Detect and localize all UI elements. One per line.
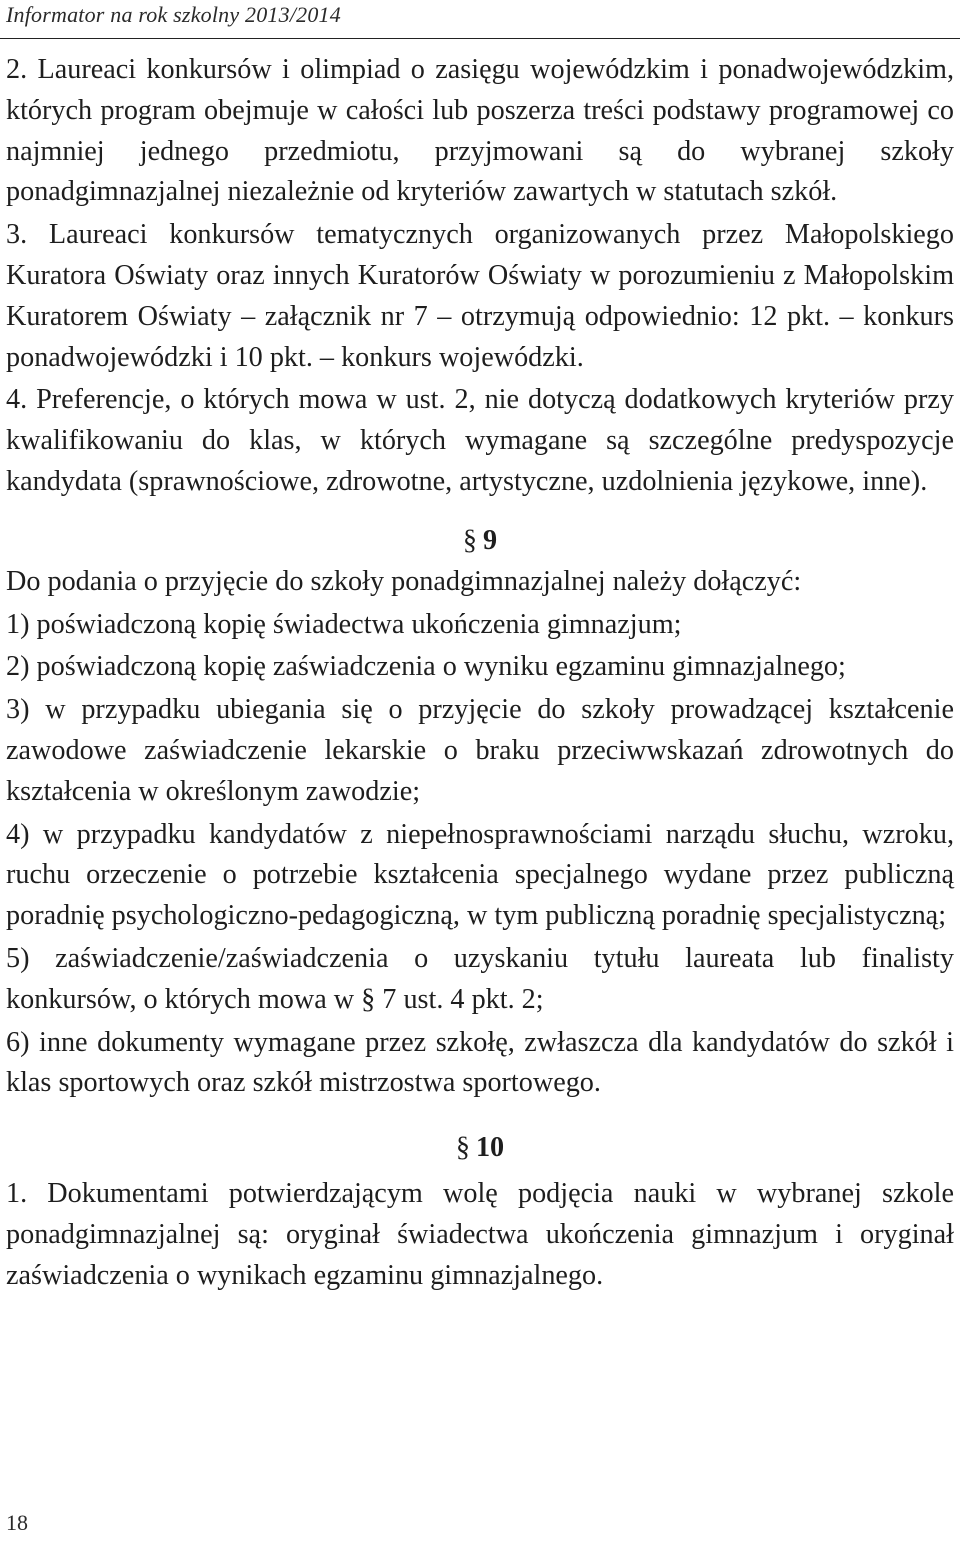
header-rule	[0, 38, 960, 39]
section-number: 9	[483, 524, 498, 556]
list-item-5: 5) zaświadczenie/zaświadczenia o uzyskaniu tytułu laureata lub finalisty konkursów, o których mowa w § 7 ust. 4 pkt. 2;	[6, 942, 954, 1015]
section-number: 10	[475, 1132, 505, 1164]
paragraph-4: 4. Preferencje, o których mowa w ust. 2, nie dotyczą dodatkowych kryteriów przy kwalifikowaniu do klas, w których wymagane są szczególne predyspozycje kandydata (sprawnościowe, zdrowotne, artystyczne, uzdolnienia językowe, inne).	[6, 384, 954, 497]
section-9-intro: Do podania o przyjęcie do szkoły ponadgimnazjalnej należy dołączyć:	[6, 565, 802, 597]
page-body	[6, 44, 954, 1297]
list-item-3: 3) w przypadku ubiegania się o przyjęcie do szkoły prowadzącej kształcenie zawodowe zaświadczenie lekarskie o braku przeciwwskazań zdrowotnych do kształcenia w określonym zawodzie;	[6, 694, 954, 807]
section-symbol: §	[462, 524, 477, 556]
list-item-6: 6) inne dokumenty wymagane przez szkołę, zwłaszcza dla kandydatów do szkół i klas sportowych oraz szkół mistrzostwa sportowego.	[6, 1026, 954, 1099]
section-9-heading	[6, 521, 954, 561]
section-10-heading	[6, 1128, 954, 1168]
list-item-4: 4) w przypadku kandydatów z niepełnosprawnościami narządu słuchu, wzroku, ruchu orzeczenie o potrzebie kształcenia specjalnego wydane przez publiczną poradnię psychologiczno-pedagogiczną, w tym publiczną poradnię specjalistyczną;	[6, 818, 954, 932]
list-item-2: 2) poświadczoną kopię zaświadczenia o wyniku egzaminu gimnazjalnego;	[6, 651, 846, 683]
paragraph-2: 2. Laureaci konkursów i olimpiad o zasięgu wojewódzkim i ponadwojewódzkim, których program obejmuje w całości lub poszerza treści podstawy programowej co najmniej jednego przedmiotu, przyjmowani są do wybranej szkoły ponadgimnazjalnej niezależnie od kryteriów zawartych w statutach szkół.	[6, 54, 954, 208]
section-10-item-1: 1. Dokumentami potwierdzającym wolę podjęcia nauki w wybranej szkole ponadgimnazjalnej są: oryginał świadectwa ukończenia gimnazjum i oryginał zaświadczenia o wynikach egzaminu gimnazjalnego.	[6, 1178, 954, 1291]
page-number: 18	[6, 1510, 28, 1535]
section-symbol: §	[455, 1132, 470, 1164]
running-header: Informator na rok szkolny 2013/2014	[6, 2, 341, 27]
list-item-1: 1) poświadczoną kopię świadectwa ukończenia gimnazjum;	[6, 608, 682, 640]
paragraph-3: 3. Laureaci konkursów tematycznych organizowanych przez Małopolskiego Kuratora Oświaty oraz innych Kuratorów Oświaty w porozumieniu z Małopolskim Kuratorem Oświaty – załącznik nr 7 – otrzymują odpowiednio: 12 pkt. – konkurs ponadwojewódzki i 10 pkt. – konkurs wojewódzki.	[6, 219, 954, 373]
